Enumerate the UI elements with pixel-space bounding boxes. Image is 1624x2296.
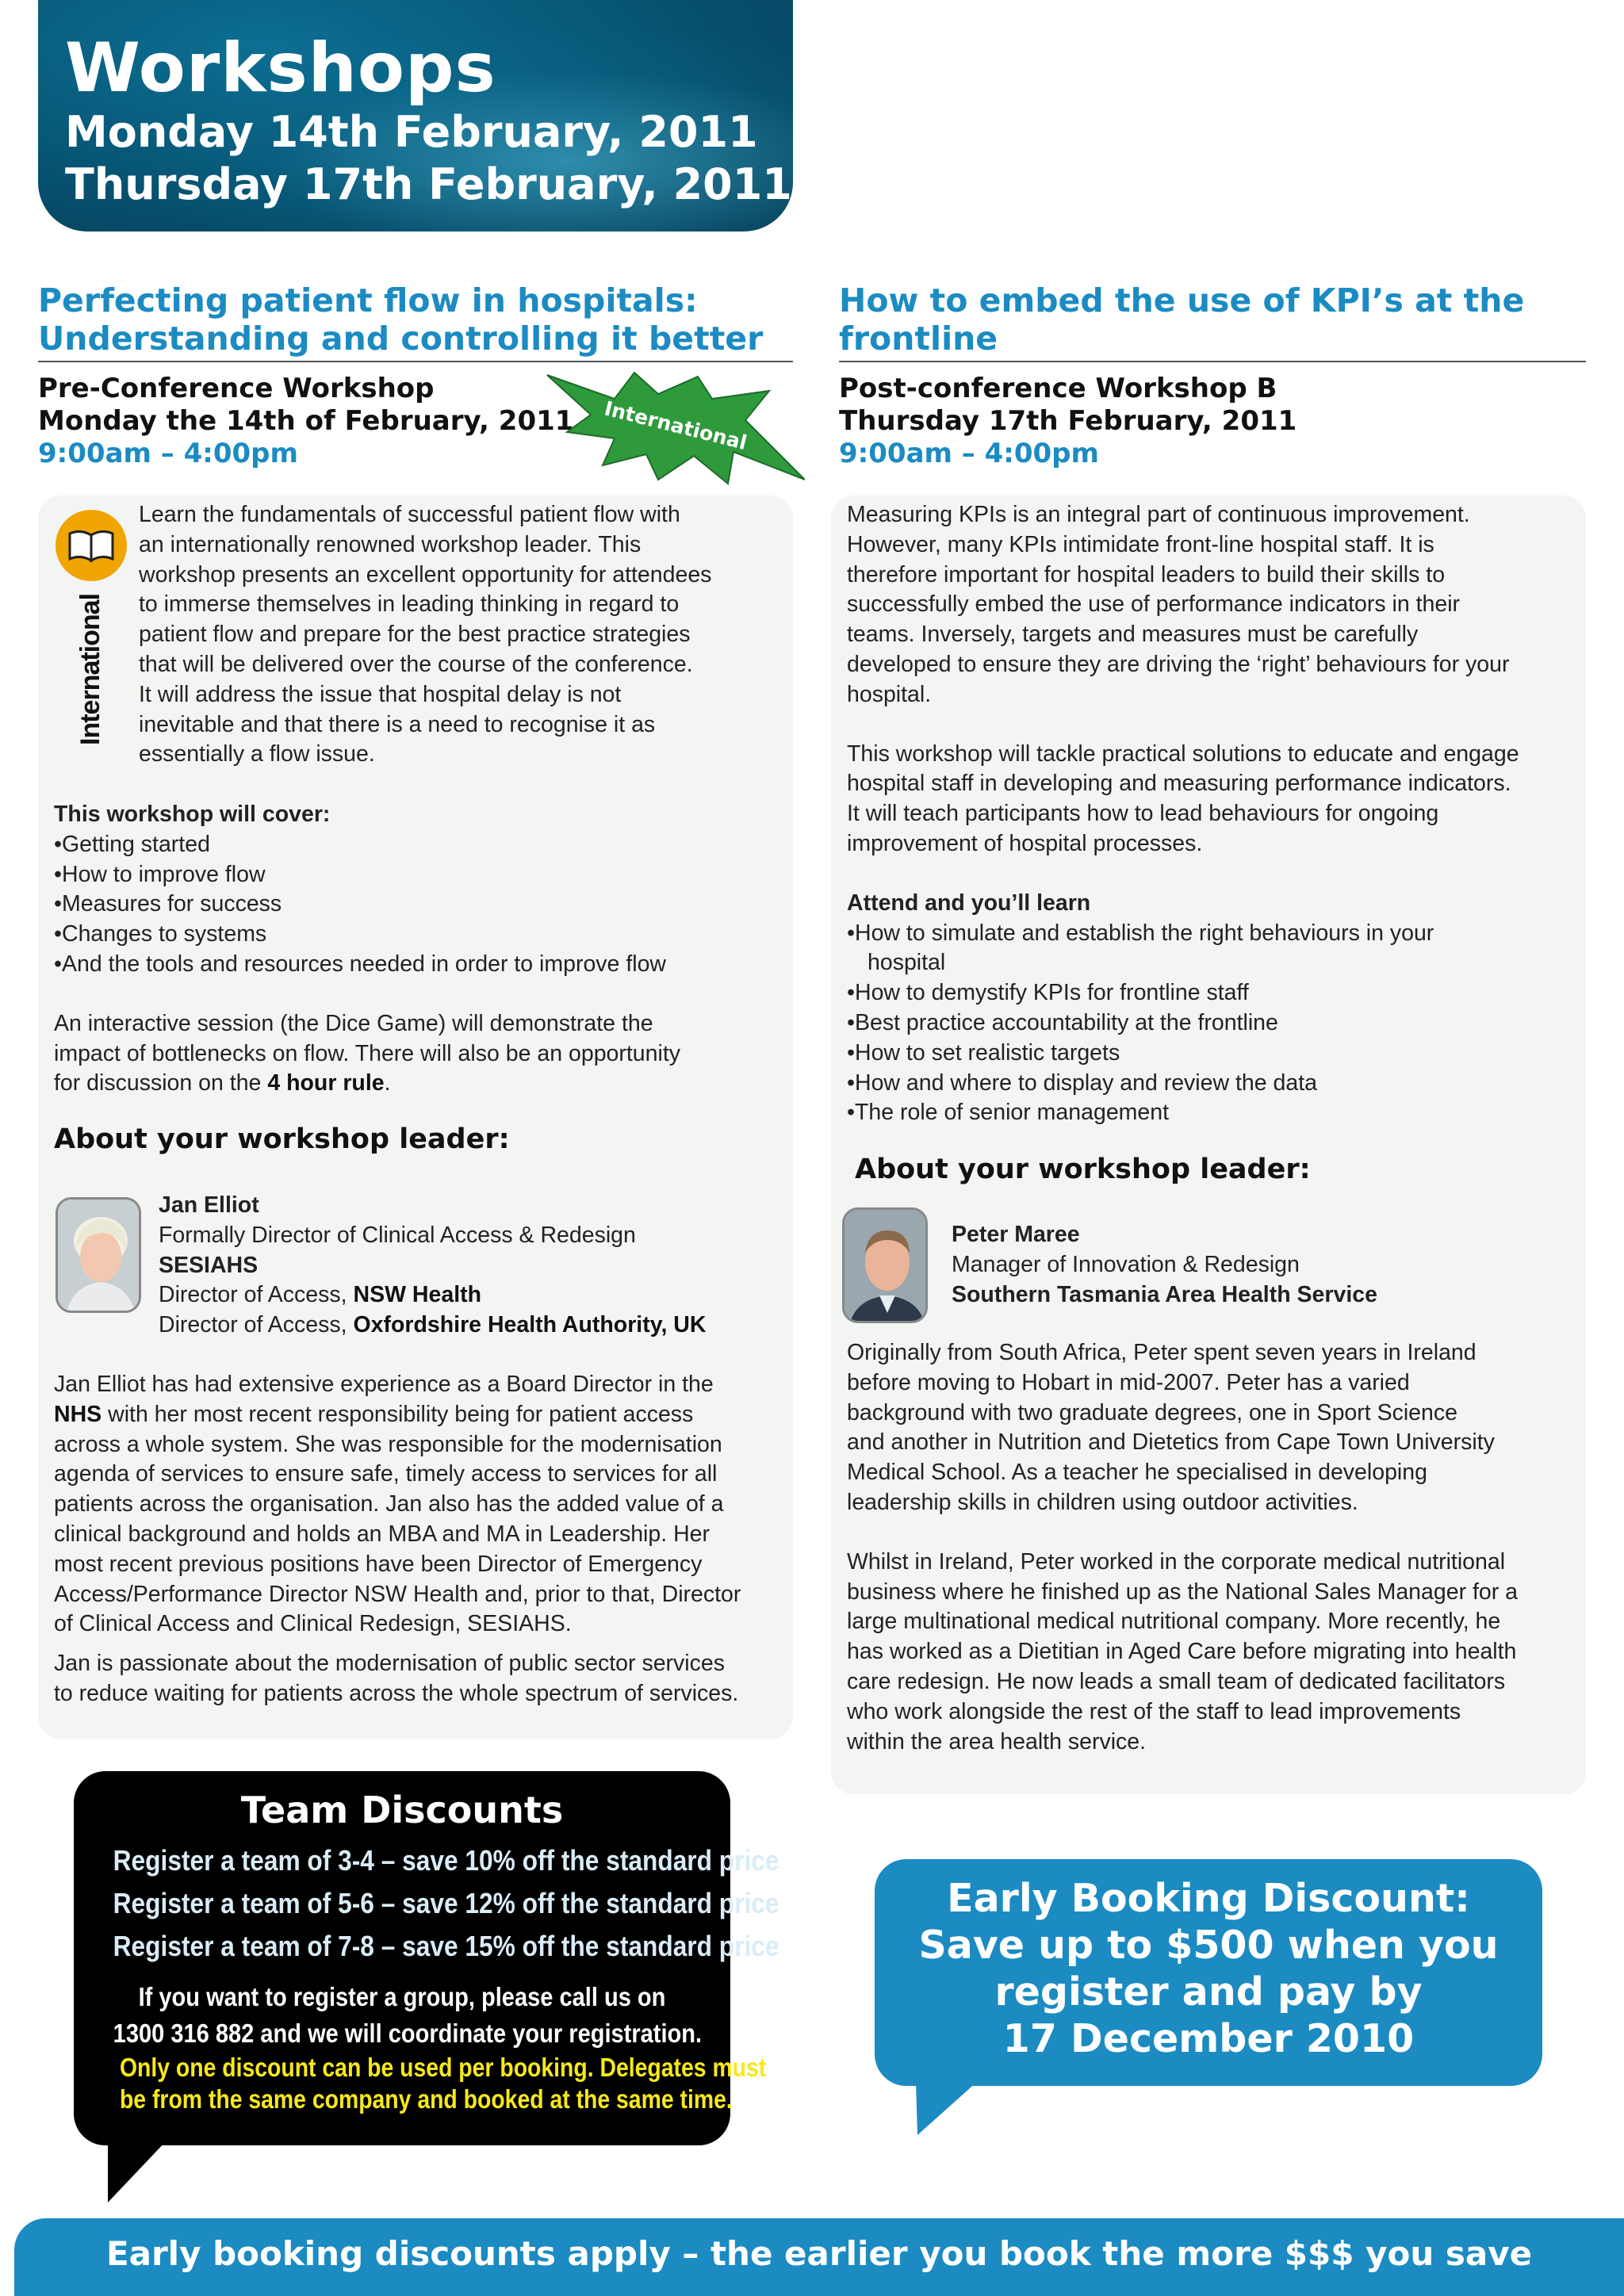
bio-line: has worked as a Dietitian in Aged Care before migrating into health — [847, 1639, 1517, 1665]
list-item: • Getting started — [54, 830, 783, 860]
right-divider — [839, 361, 1586, 362]
header-date-2: Thursday 17th February, 2011 — [65, 159, 792, 209]
team-discounts-box — [74, 1771, 779, 2145]
header-date-1: Monday 14th February, 2011 — [65, 107, 758, 157]
leader-role: Manager of Innovation & Redesign — [952, 1251, 1300, 1277]
left-intro-line: inevitable and that there is a need to recognise it as — [139, 711, 656, 737]
bio-line: and another in Nutrition and Dietetics from Cape Town University — [847, 1429, 1495, 1456]
bio-line: within the area health service. — [847, 1728, 1147, 1755]
footer-banner: Early booking discounts apply – the earlier you book the more $$$ you save — [14, 2218, 1624, 2296]
left-intro-line: patient flow and prepare for the best practice strategies — [139, 622, 691, 648]
bio-line: Access/Performance Director NSW Health and, prior to that, Director — [54, 1581, 741, 1607]
avatar-jan-elliot — [56, 1197, 141, 1313]
leader-role: Director of Access, NSW Health — [159, 1282, 482, 1308]
left-workshop-time: 9:00am – 4:00pm — [38, 438, 298, 469]
list-item: • How to improve flow — [54, 860, 783, 890]
right-workshop-info — [839, 373, 1297, 470]
list-item: • How to set realistic targets — [847, 1039, 1584, 1069]
leader-name: Jan Elliot — [159, 1192, 259, 1218]
left-leader-details — [159, 1191, 785, 1341]
right-intro — [847, 500, 1584, 1128]
bio-line: large multinational medical nutritional company. More recently, he — [847, 1609, 1501, 1635]
right-leader-bio — [847, 1338, 1584, 1757]
right-intro-line: hospital. — [847, 681, 932, 707]
left-intro-line: essentially a flow issue. — [139, 741, 375, 767]
bio-line: Jan Elliot has had extensive experience as a Board Director in the — [54, 1372, 714, 1397]
left-workshop-date: Monday the 14th of February, 2011 — [38, 405, 574, 437]
bio-line: most recent previous positions have been Director of Emergency — [54, 1551, 703, 1577]
left-leader-bio — [54, 1370, 791, 1709]
international-side-label: International — [75, 593, 105, 745]
right-intro-line: However, many KPIs intimidate front-line hospital staff. It is — [847, 531, 1434, 557]
right-title-line-2: frontline — [839, 320, 998, 358]
early-booking-line: 17 December 2010 — [1002, 2016, 1415, 2061]
list-item: • Changes to systems — [54, 920, 783, 950]
learn-list — [847, 919, 1584, 1129]
bio-line: before moving to Hobart in mid-2007. Peter has a varied — [847, 1369, 1410, 1395]
bio-line: Originally from South Africa, Peter spent seven years in Ireland — [847, 1340, 1477, 1365]
page-title: Workshops — [65, 29, 496, 108]
list-item: • How to demystify KPIs for frontline staff — [847, 978, 1584, 1008]
bio-line: across a whole system. She was responsible for the modernisation — [54, 1431, 722, 1457]
left-title-line-1: Perfecting patient flow in hospitals: — [38, 281, 698, 320]
right-intro-line: It will teach participants how to lead behaviours for ongoing — [847, 801, 1439, 827]
left-intro-line: It will address the issue that hospital delay is not — [139, 681, 622, 707]
early-booking-box — [875, 1859, 1542, 2086]
left-workshop-title — [38, 281, 763, 358]
right-workshop-date: Thursday 17th February, 2011 — [839, 405, 1297, 437]
right-intro-line: teams. Inversely, targets and measures must be carefully — [847, 622, 1419, 648]
list-item: • Best practice accountability at the frontline — [847, 1008, 1584, 1039]
list-item: • And the tools and resources needed in order to improve flow — [54, 950, 783, 980]
right-title-line-1: How to embed the use of KPI’s at the — [839, 281, 1525, 320]
team-call-line: 1300 316 882 and we will coordinate your registration. — [113, 2019, 703, 2048]
right-intro-line: developed to ensure they are driving the ‘right’ behaviours for your — [847, 651, 1510, 677]
left-intro-line: Learn the fundamentals of successful patient flow with — [139, 502, 680, 527]
leader-name: Peter Maree — [952, 1222, 1080, 1247]
bio-line: agenda of services to ensure safe, timely access to services for all — [54, 1461, 718, 1487]
team-offer: Register a team of 3-4 – save 10% off the standard price — [113, 1844, 779, 1877]
right-workshop-time: 9:00am – 4:00pm — [839, 438, 1099, 469]
team-warning: be from the same company and booked at the same time. — [119, 2084, 733, 2114]
right-intro-line: successfully embed the use of performance indicators in their — [847, 591, 1461, 618]
right-content-panel — [831, 496, 1586, 1794]
learn-heading: Attend and you’ll learn — [847, 890, 1091, 916]
right-intro-line: improvement of hospital processes. — [847, 830, 1203, 856]
team-discounts-title: Team Discounts — [240, 1789, 564, 1831]
list-item: • How and where to display and review the data — [847, 1069, 1584, 1099]
cover-heading: This workshop will cover: — [54, 802, 331, 827]
left-intro — [139, 500, 789, 770]
international-starburst — [531, 361, 805, 488]
list-item: • The role of senior management — [847, 1098, 1584, 1128]
bio-line: care redesign. He now leads a small team of dedicated facilitators — [847, 1668, 1506, 1694]
bio-line: NHS with her most recent responsibility being for patient access — [54, 1401, 694, 1427]
right-workshop-type: Post-conference Workshop B — [839, 373, 1277, 404]
right-intro-line: This workshop will tackle practical solutions to educate and engage — [847, 740, 1519, 767]
right-intro-line: hospital staff in developing and measuring performance indicators. — [847, 771, 1511, 797]
team-offer: Register a team of 7-8 – save 15% off the standard price — [113, 1930, 779, 1962]
early-booking-line: register and pay by — [994, 1969, 1423, 2015]
left-workshop-info — [38, 373, 573, 470]
team-speech-tail — [103, 2141, 174, 2204]
left-content-panel — [38, 496, 793, 1739]
cover-list — [54, 830, 783, 980]
list-item: • Measures for success — [54, 890, 783, 920]
bio-line: Medical School. As a teacher he specialised in developing — [847, 1460, 1427, 1486]
bio-line: Whilst in Ireland, Peter worked in the corporate medical nutritional — [847, 1548, 1506, 1575]
bio-line: leadership skills in children using outdoor activities. — [847, 1489, 1358, 1515]
early-booking-line: Early Booking Discount: — [947, 1876, 1470, 1921]
right-intro-line: Measuring KPIs is an integral part of continuous improvement. — [847, 502, 1470, 527]
left-intro-line: an internationally renowned workshop leader. This — [139, 531, 642, 557]
team-call-line: If you want to register a group, please call us on — [138, 1982, 666, 2011]
header-banner — [38, 0, 793, 232]
book-icon — [56, 510, 127, 581]
right-leader-details — [952, 1220, 1578, 1310]
list-item: • How to simulate and establish the right behaviours in your — [847, 919, 1584, 949]
bio-line: who work alongside the rest of the staff to lead improvements — [847, 1698, 1461, 1724]
right-workshop-title — [839, 281, 1524, 358]
bio-line: business where he finished up as the National Sales Manager for a — [847, 1578, 1519, 1605]
right-leader-heading: About your workshop leader: — [855, 1154, 1311, 1185]
list-item-continued: hospital — [868, 950, 946, 976]
bio-line: background with two graduate degrees, one in Sport Science — [847, 1399, 1457, 1425]
session-line-last: for discussion on the 4 hour rule. — [54, 1070, 391, 1096]
avatar-peter-maree — [842, 1207, 928, 1323]
bio-line: clinical background and holds an MBA and MA in Leadership. Her — [54, 1521, 710, 1547]
bio-line: of Clinical Access and Clinical Redesign, SESIAHS. — [54, 1611, 572, 1637]
team-warning: Only one discount can be used per booking. Delegates must — [119, 2053, 767, 2082]
early-speech-tail — [916, 2081, 979, 2137]
leader-role: Formally Director of Clinical Access & Redesign — [159, 1222, 636, 1248]
team-offer: Register a team of 5-6 – save 12% off the standard price — [113, 1887, 779, 1919]
session-line: An interactive session (the Dice Game) will demonstrate the — [54, 1010, 653, 1036]
left-intro-line: that will be delivered over the course of the conference. — [139, 651, 693, 677]
early-booking-line: Save up to $500 when you — [918, 1923, 1499, 1968]
left-title-line-2: Understanding and controlling it better — [38, 320, 764, 358]
left-workshop-type: Pre-Conference Workshop — [38, 373, 435, 404]
leader-role: Director of Access, Oxfordshire Health Authority, UK — [159, 1312, 707, 1338]
left-intro-line: workshop presents an excellent opportunity for attendees — [139, 561, 712, 587]
leader-org: SESIAHS — [159, 1252, 259, 1278]
right-intro-line: therefore important for hospital leaders to build their skills to — [847, 561, 1446, 587]
left-intro-line: to immerse themselves in leading thinking in regard to — [139, 591, 680, 618]
bio-line: patients across the organisation. Jan also has the added value of a — [54, 1491, 724, 1517]
left-cover-section — [54, 800, 783, 1099]
bio-line: Jan is passionate about the modernisation of public sector services — [54, 1651, 725, 1677]
left-leader-heading: About your workshop leader: — [54, 1123, 510, 1155]
session-line: impact of bottlenecks on flow. There will also be an opportunity — [54, 1040, 680, 1066]
leader-org: Southern Tasmania Area Health Service — [952, 1281, 1377, 1307]
starburst-label: International — [602, 396, 749, 455]
bio-line: to reduce waiting for patients across the whole spectrum of services. — [54, 1680, 739, 1706]
